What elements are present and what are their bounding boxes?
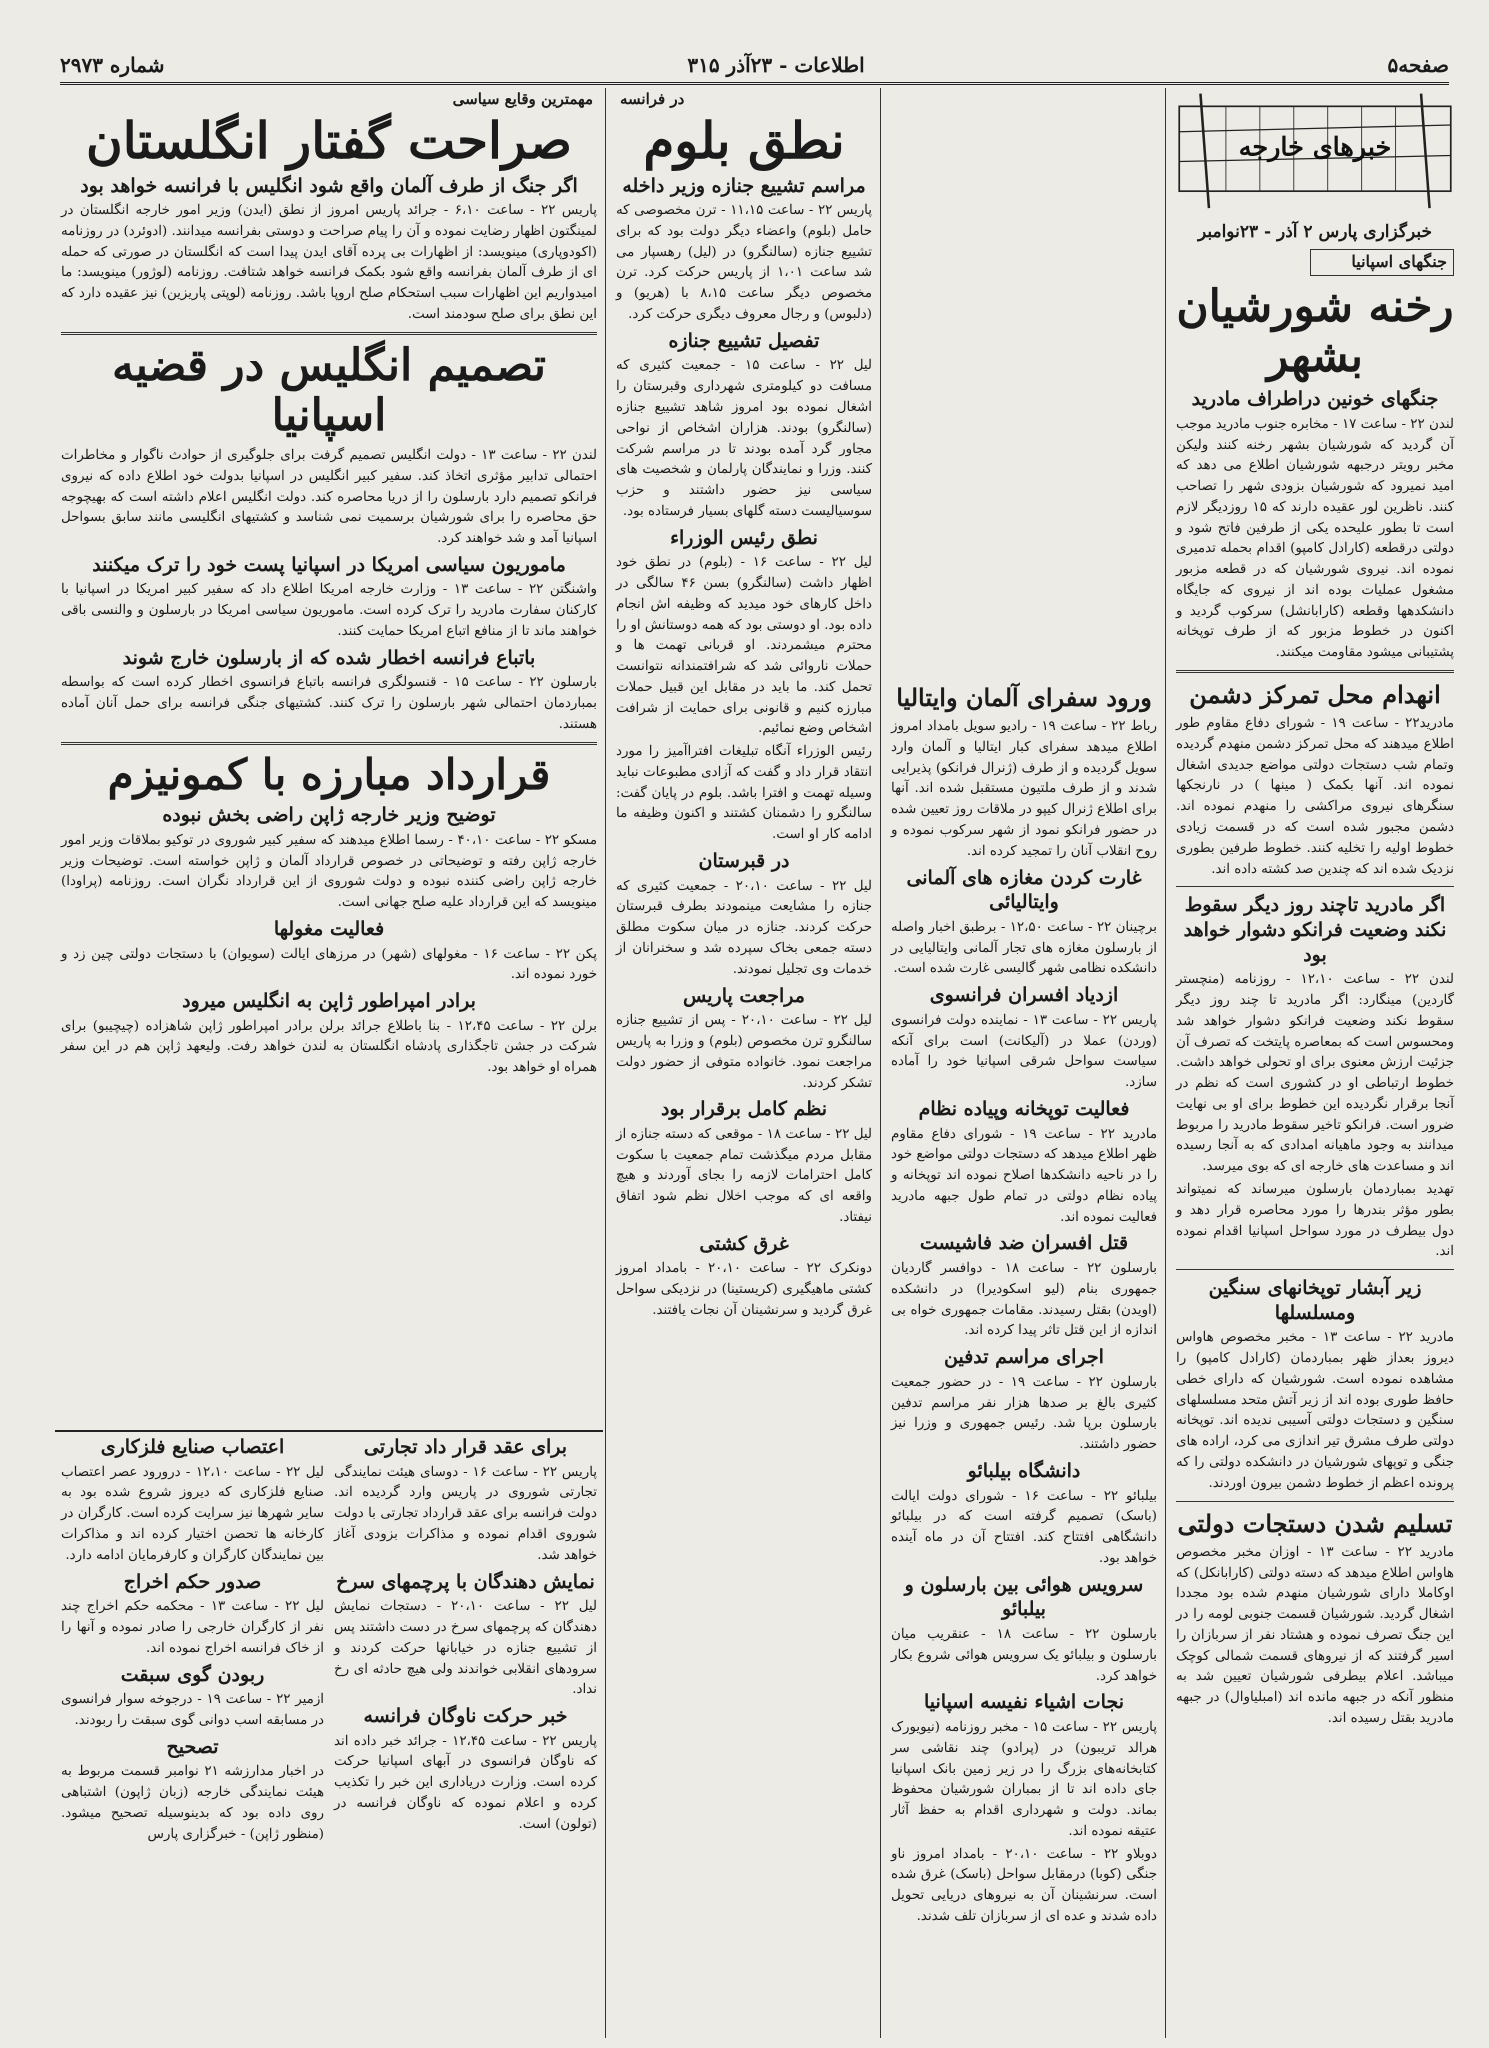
column-rule (1165, 88, 1166, 2038)
article-headline: فعالیت مغولها (273, 917, 385, 940)
issue-number: شماره ۲۹۷۳ (60, 53, 165, 77)
article-headline: مراجعت پاریس (683, 984, 805, 1007)
subheadline-madrid: جنگهای خونین دراطراف مادرید (1191, 388, 1439, 411)
section-label: جنگهای اسپانیا (1310, 249, 1454, 276)
article-text: پاریس ۲۲ - ساعت ۱۵ - مخبر روزنامه (نیویورک هرالد تریبون) در (پرادو) چند نقاشی سر کتابخانه‌های بزرگ را در زیر زمین بانک اسپانیا جای داده اند تا از بمباران شورشیان محفوظ بماند. دولت و شهرداری اقدام به حفظ آثار عتیقه نموده اند. (891, 1720, 1157, 1839)
column-rule (605, 88, 606, 2038)
article-headline: اجرای مراسم تدفین (944, 1346, 1104, 1369)
article-headline: ورود سفرای آلمان وایتالیا (896, 683, 1152, 712)
article-text: لیل ۲۲ - ساعت ۱۳ - محکمه حکم اخراج چند نفر از کارگران خارجی را صادر نموده و آنها را از خاک فرانسه اخراج نموده اند. (61, 1599, 324, 1656)
article-text: لیل ۲۲ - ساعت ۱۸ - موقعی که دسته جنازه از مقابل مردم میگذشت تمام جمعیت با سکوت کامل احترامات لازمه را بجای آوردند و هیچ واقعه ای که موجب اخلال نظم شود اتفاق نیفتاد. (616, 1126, 872, 1226)
article-text: بیلبائو ۲۲ - ساعت ۱۶ - شورای دولت ایالت (باسک) تصمیم گرفته است که در بیلبائو دانشگاهی افتتاح کند. افتتاح آن در ماه آینده خواهد بود. (891, 1488, 1157, 1566)
article-text: لندن ۲۲ - ساعت ۱۳ - دولت انگلیس تصمیم گرفت برای جلوگیری از حوادث ناگوار و مخاطرات احتمالی تدابیر مؤثری اتخاذ کند. سفیر کبیر انگلیس در اسپانیا بدولت خود اطلاع داده که نیروی فرانکو تصمیم دارد بارسلون را از دریا محاصره کند. دولت انگلیس اعلام داشته است که بهیچوجه حق محاصره را برای شورشیان برسمیت نمی شناسد و کشتیهای انگلیسی مانند سابق بسواحل اسپانیا آمد و شد خواهند کرد. (61, 447, 597, 547)
article-text: مادرید ۲۲ - ساعت ۱۳ - مخبر مخصوص هاواس دیروز بعداز ظهر بمباردمان (کارادل کامپو) را مشاهده نموده است. شورشیان که دارای خطی حافظ طوری بوده اند از زیر آتش متحد مسلسلهای سنگین و دستجات دولتی آسیبی ندیده اند. توپخانه دولتی طرف مشرق تیر اندازی می کرد، اراده های جنگی و توپهای شورشیان در دانشکده دولتی را که پرونده اعظم از خطوط دشمن بیرون اوردند. (1176, 1330, 1454, 1491)
article-headline: خبر حرکت ناوگان فرانسه (363, 1705, 568, 1728)
article-headline: تسلیم شدن دستجات دولتی (1177, 1508, 1453, 1538)
bottom-col-left (61, 1432, 324, 1847)
article-headline: برای عقد قرار داد تجارتی (363, 1436, 568, 1458)
headline-anti-communism: قرارداد مبارزه با کمونیزم (107, 749, 551, 799)
page-label: صفحه۵ (1387, 53, 1449, 77)
article-text: تهدید بمباردمان بارسلون میرساند که نمیتواند بطور مؤثر بندرها را مورد محاصره قرار دهد و دول بیطرف در مورد سواحل اسپانیا اقدام نموده اند. (1176, 1181, 1454, 1260)
article-headline: ماموریون سیاسی امریکا در اسپانیا پست خود را ترک میکنند (92, 553, 566, 576)
article-headline: تفصیل تشییع جنازه (668, 329, 820, 352)
article-headline: سرویس هوائی بین بارسلون و بیلبائو (904, 1573, 1144, 1621)
article-headline: اگر جنگ از طرف آلمان واقع شود انگلیس با فرانسه خواهد بود (80, 174, 578, 197)
article-text: در اخبار مدارزشه ۲۱ نوامبر قسمت مربوط به هیئت نمایندگی خارجه (زبان ژاپون) اشتباهی روی داده بود که بدینوسیله تصحیح میشود. (منظور ژاپن) - خبرگزاری پارس (61, 1764, 324, 1842)
article-headline: صدور حکم اخراج (123, 1570, 262, 1593)
masthead-bar (60, 52, 1449, 85)
article-text: واشنگتن ۲۲ - ساعت ۱۳ - وزارت خارجه امریکا اطلاع داد که سفیر کبیر امریکا در اسپانیا با کارکنان سفارت مادرید را ترک کرده است. ماموریون سیاسی امریکا در بارسلون و والنسی باقی خواهند ماند تا از منافع اتباع امریکا حمایت کنند. (61, 582, 598, 640)
article-text: پکن ۲۲ - ساعت ۱۶ - مغولهای (شهر) در مرزهای ایالت (سویوان) با دستجات دولتی چین زد و خورد نموده اند. (61, 946, 597, 983)
foreign-news-logo (1175, 88, 1455, 218)
column-2 (885, 88, 1163, 2038)
article-headline: انهدام محل تمرکز دشمن (1189, 679, 1441, 709)
article-text: بارسلون ۲۲ - ساعت ۱۵ - قنسولگری فرانسه باتباع فرانسوی اخطار کرده است که بواسطه بمباردمان احتمالی شهر بارسلون را ترک کنند. کشتیهای جنگی فرانسه برای حمل آنان آماده هستند. (61, 675, 598, 732)
article-text: مادرید۲۲ - ساعت ۱۹ - شورای دفاع مقاوم طور اطلاع میدهند که محل تمرکز دشمن منهدم گردیده وتمام شب دستجات دولتی مواضع جدیدی اشغال نموده اند. آنها بکمک ( مینها ) در نارنجکها سنگرهای نیروی مراکشی را منهدم نموده اند. دشمن مجبور شده است که در قسمت زیادی خطوط اولیه را تخلیه کنند. خطوط طرفین بطوری نزدیک شده اند که چندین صد کشته داده اند. (1176, 716, 1455, 877)
article-text: لیل ۲۲ - ساعت ۲۰،۱۰ - پس از تشییع جنازه سالنگرو ترن مخصوص (بلوم) و وزرا به پاریس مراجعت نمود. خانواده متوفی از حضور دولت تشکر کردند. (616, 1013, 872, 1091)
article-headline: مراسم تشییع جنازه وزیر داخله (622, 174, 866, 197)
column-1 (1170, 88, 1460, 2038)
article-headline: نظم کامل برقرار بود (660, 1098, 828, 1121)
article-headline: فعالیت توپخانه وپیاده نظام (918, 1097, 1130, 1120)
headline-rebels: رخنه شورشیان بشهر (1176, 280, 1454, 383)
article-headline: ازدیاد افسران فرانسوی (929, 984, 1119, 1007)
article-text: رئیس الوزراء آنگاه تبلیغات افتراآمیز را مورد انتقاد قرار داد و گفت که آزادی مطبوعات نباید وسیله تهمت و افترا باشد. بلوم در پایان گفت: سالنگرو را دشمنان کشتند و اکنون وظیفه ما ادامه کار او است. (616, 744, 872, 843)
article-headline: نجات اشیاء نفیسه اسپانیا (923, 1691, 1125, 1714)
article-text: بارسلون ۲۲ - ساعت ۱۹ - در حضور جمعیت کثیری بالغ بر صدها هزار نفر مراسم تدفین بارسلون برپا شد. رئیس جمهوری و وزرا نیز حضور داشتند. (891, 1374, 1157, 1453)
article-text: لندن ۲۲ - ساعت ۱۲،۱۰ - روزنامه (منچستر گاردین) مینگارد: اگر مادرید تا چند روز دیگر سقوط نکند وضعیت فرانکو دشوار خواهد شد ومحسوس است که بمعاصره پایتخت که تصرف آن جزئیت ارزش معنوی برای او تحولی خواهد داشت. خطوط ارتباطی او در کشوری است که نظم در آنجا برقرار نگردیده این خطوط برای او بی نهایت ضرور است. فرانکو تاخیر سقوط مادرید را مربوط میدانند به وجود ماهیانه امدادی که به آنجا رسیده اند و مساعدت های خارجه ای که بوی میرسد. (1176, 972, 1455, 1175)
logo-text: خبرهای خارجه (1238, 132, 1392, 163)
article-headline: نطق رئیس الوزراء (670, 526, 818, 549)
article-text: بارسلون ۲۲ - ساعت ۱۸ - دوافسر گاردیان جمهوری بنام (لیو اسکودیرا) در دانشکده (اویدن) بقتل رسیدند. مقامات جمهوری خواه بی اندازه از این قتل تاثر پیدا کرده اند. (891, 1261, 1157, 1339)
news-agency-line: خبرگزاری پارس ۲ آذر - ۲۳نوامبر (1197, 222, 1433, 242)
article-text: مادرید ۲۲ - ساعت ۱۳ - اوزان مخبر مخصوص هاواس اطلاع میدهد که دسته دولتی (کارابانکل) که اوکاملا دارای شورشیان منهدم شده بود مجددا اشغال گردید. شورشیان قسمت جنوبی لومه را در این جنگ تصرف نموده و هشتاد نفر از سربازان را اسیر گرفتند که از نیروهای قسمت شمالی کوچک میباشد. اعلام بیطرفی شورشیان تعیین شد به منظور آنکه در جبهه مانده اند (امبلیاوال) در جبهه مادرید بقتل رسیده اند. (1176, 1544, 1454, 1726)
article-text: پاریس ۲۲ - ساعت ۱۶ - دوسای هیئت نمایندگی تجارتی شوروی در پاریس وارد گردیده اند. دولت فرانسه برای عقد قرارداد تجارتی با دولت شوروی اقدام نموده و مذاکرات بزودی آغاز خواهد شد. (334, 1464, 597, 1563)
article-text: پاریس ۲۲ - ساعت ۱۲،۴۵ - جرائد خبر داده اند که ناوگان فرانسوی در آبهای اسپانیا حرکت کرده است. وزارت دریاداری این خبر را تکذیب کرده و اعلام نموده که ناوگان فرانسه در (تولون) است. (334, 1733, 597, 1832)
article-headline: تصحیح (166, 1735, 219, 1758)
article-headline: اگر مادرید تاچند روز دیگر سقوط نکند وضعیت فرانکو دشوار خواهد بود (1183, 894, 1447, 966)
article-headline: غرق کشتی (699, 1232, 789, 1255)
headline-england: صراحت گفتار انگلستان (86, 111, 572, 170)
article-headline: قتل افسران ضد فاشیست (919, 1232, 1129, 1255)
article-text: لندن ۲۲ - ساعت ۱۷ - مخابره جنوب مادرید موجب آن گردید که شورشیان بشهر رخنه کنند وليكن مخبر رويتر درجبهه شورشيان اطلاع می دهد که امید نمیرود که شورشیان بزودی شهر را تصاحب کنند. ناظرین لور عقیده دارند که ۱۵ روزدیگر لازم است تا بطور علیحده یکی از طرفین فاتح شود و دولتی درقطعه (کارادل کامپو) اقدام بحمله تدمیری نموده اند. نیروی شورشیان که در قطعه مزبور مشغول عملیات بوده اند از نیروی که جایگاه دانشکدهها وقطعه (کارابانشل) سرکوب گردید و اکنون در خطوط مزبور که از طرف توپخانه پشتیبانی میشود مقاومت میکنند. (1176, 416, 1454, 661)
article-headline: باتباع فرانسه اخطار شده که از بارسلون خارج شوند (122, 646, 536, 669)
article-text: ازمیر ۲۲ - ساعت ۱۹ - درجوخه سوار فرانسوی در مسابقه اسب دوانی گوی سبقت را ربودند. (61, 1692, 325, 1728)
article-headline: در قبرستان (698, 850, 790, 872)
article-headline: دانشگاه بیلبائو (967, 1459, 1081, 1482)
article-text: دونکرک ۲۲ - ساعت ۲۰،۱۰ - بامداد امروز کشتی ماهیگیری (کریستینا) در نزدیکی سواحل غرق گردید و سرنشینان آن نجات یافتند. (616, 1261, 873, 1318)
article-text: لیل ۲۲ - ساعت ۱۲،۱۰ - درورود عصر اعتصاب صنایع فلزکاری که دیروز شروع شده بود به سایر شهرها نیز سرایت کرده است. کارگران در کارخانه ها تحصن اختیار کرده اند و مذاکرات بین نمایندگان کارگران و کارفرمایان ادامه دارد. (61, 1464, 324, 1563)
article-text: مادرید ۲۲ - ساعت ۱۹ - شورای دفاع مقاوم ظهر اطلاع میدهد که دستجات دولتی مواضع خود را در ناحیه دانشکدها اصلاح نموده اند توپخانه و پیاده نظام دولتی در تمام طول جبهه مادرید فعالیت نموده اند. (891, 1126, 1158, 1225)
article-headline: اعتصاب صنایع فلزکاری (100, 1436, 285, 1458)
article-headline: زیر آبشار توپخانهای سنگین ومسلسلها (1208, 1277, 1422, 1324)
article-text: بارسلون ۲۲ - ساعت ۱۸ - عنقریب میان بارسلون و بیلبائو یک سرویس هوائی شروع بکار خواهد کرد. (891, 1627, 1157, 1684)
article-text: لیل ۲۲ - ساعت ۱۶ - (بلوم) در نطق خود اظهار داشت (سالنگرو) بسن ۴۶ سالگی در داخل کارهای خود میدید که وظیفه اش انجام داده بود. او دوستی بود که همه دوستانش او را محترم میشمردند. او قربانی تهمت ها و حملات ناروائی شد که شرافتمندانه نتوانست تحمل کند. ما باید در مقابل این قبیل حملات مبارزه کنیم و قانونی برای حمایت از شرافت اشخاص وضع نمائیم. (616, 555, 872, 737)
article-text: پاریس ۲۲ - ساعت ۶،۱۰ - جرائد پاریس امروز از نطق (ایدن) وزیر امور خارجه انگلستان در لمینگتون اظهار رضایت نموده و آن را پیام صراحت و دوستی بفرانسه میدانند. (ادوئرد) در روزنامه (اکودوپاری) مینویسد: از اظهارات بی پرده آقای ایدن پیدا است که انگلستان در صورتی که حمله ای از طرف آلمان بفرانسه واقع شود بکمک فرانسه خواهد شتافت. روزنامه (لوژور) مینویسد: ما امیدواریم این اظهارات سبب استحکام صلح اروپا باشد. روزنامه (لوپتی پاریزین) نیز عقیده دارد که این نطق برای صلح سودمند است. (61, 203, 597, 323)
column-rule (880, 88, 881, 2038)
article-text: برچینان ۲۲ - ساعت ۱۲،۵۰ - برطبق اخبار واصله از بارسلون مغازه های تجار آلمانی وایتالیایی در دانشکده نظامی شهر گالیسی غارت شده است. (891, 919, 1157, 977)
article-text: دوبلاو ۲۲ - ساعت ۲۰،۱۰ - بامداد امروز ناو جنگی (کوبا) درمقابل سواحل (باسک) غرق شده است. سرنشینان آن به نیروهای دریایی تحویل داده شدند و عده ای از سربازان تلف شدند. (891, 1846, 1158, 1924)
column-3 (610, 88, 878, 2038)
section-kicker: در فرانسه (620, 90, 685, 108)
headline-spain-decision: تصمیم انگلیس در قضیه اسپانیا (112, 339, 546, 442)
article-headline: توضیح وزیر خارجه ژاپن راضی بخش نبوده (162, 804, 496, 827)
article-text: لیل ۲۲ - ساعت ۱۵ - جمعیت کثیری که مسافت دو کیلومتری شهرداری وقبرستان را اشغال نموده بود امروز شاهد تشییع جنازه (سالنگرو) بودند. هزاران اشخاص از نواحی مجاور گرد آمده بودند تا در مراسم شرکت کنند. وزرا و نمایندگان پارلمان و شخصیت های سیاسی نیز حضور داشتند و حزب سوسیالیست دسته گلهای بسیار فرستاده بود. (616, 358, 872, 519)
article-headline: غارت کردن مغازه های آلمانی وایتالیائی (906, 866, 1142, 914)
article-text: رباط ۲۲ - ساعت ۱۹ - رادیو سویل بامداد امروز اطلاع میدهد سفرای کبار ایتالیا و آلمان وارد سویل گردیده و از طرف (ژنرال فرانکو) پذیرایی شدند و از طرف ملتیون مستقبل شده اند. آنها برای اطلاع ژنرال کیپو در ملاقات روز تعیین شده در حضور فرانکو نمود از شهر سرکوب نموده و روح انقلاب آنان را تمجید کرده اند. (891, 719, 1158, 859)
article-text: مسکو ۲۲ - ساعت ۴۰،۱۰ - رسما اطلاع میدهند که سفیر کبیر شوروی در توکیو بملاقات وزیر امور خارجه ژاپن رفته و توضیحاتی در خصوص قرارداد آلمان و ژاپن خواسته است. توضیحات وزیر خارجه ژاپن راضی کننده نبوده و دولت شوروی از این قرارداد نگران است. روزنامه (پراودا) مینویسد که این قرارداد علیه صلح جهانی است. (61, 832, 598, 911)
article-headline: برادر امپراطور ژاپن به انگلیس میرود (182, 990, 476, 1013)
article-headline: نمایش دهندگان با پرچمهای سرخ (336, 1570, 595, 1593)
section-kicker: مهمترین وقایع سیاسی (452, 90, 593, 108)
article-text: پاریس ۲۲ - ساعت ۱۳ - نماینده دولت فرانسوی (وردن) عملا در (آلیکانت) است برای آنکه سیاست سواحل شرقی اسپانیا خود را آماده سازد. (891, 1012, 1157, 1091)
bottom-block (55, 1430, 603, 2032)
bottom-col-right (334, 1432, 597, 1847)
article-text: پاریس ۲۲ - ساعت ۱۱،۱۵ - ترن مخصوصی که حامل (بلوم) واعضاء دیگر دولت بود که برای تشییع جنازه (سالنگرو) در (لیل) رهسپار می شد ساعت ۱،۰۱ از پاریس حرکت کرد. ترن مخصوص دیگر ساعت ۸،۱۵ با (هریو) و (دلبوس) و رجال معروف دیگری حرکت کرد. (616, 203, 872, 323)
article-text: لیل ۲۲ - ساعت ۲۰،۱۰ - دستجات نمایش دهندگان که پرچمهای سرخ در دست داشتند پس از تشییع جنازه در خیابانها حرکت کردند و سرودهای انقلابی خواندند ولی هیچ حادثه ای رخ نداد. (334, 1599, 597, 1698)
newspaper-date: اطلاعات - ۲۳آذر ۳۱۵ (687, 53, 865, 77)
article-text: لیل ۲۲ - ساعت ۲۰،۱۰ - جمعیت کثیری که جنازه را مشایعت مینمودند بطرف قبرستان حرکت کردند. جنازه در میان سکوت مطلق دسته جمعی بخاک سپرده شد و سخنرانان از خدمات وی تجلیل نمودند. (616, 878, 872, 977)
article-text: برلن ۲۲ - ساعت ۱۲،۴۵ - بنا باطلاع جرائد برلن برادر امپراطور ژاپن شاهزاده (چیچیبو) برای شرکت در جشن تاجگذاری پادشاه انگلستان به لندن خواهد رفت. ولیعهد ژاپن هم در این سفر همراه او خواهد بود. (61, 1018, 597, 1076)
headline-blum: نطق بلوم (643, 111, 845, 170)
article-headline: ربودن گوی سبقت (120, 1663, 265, 1686)
column-4 (55, 88, 603, 1423)
